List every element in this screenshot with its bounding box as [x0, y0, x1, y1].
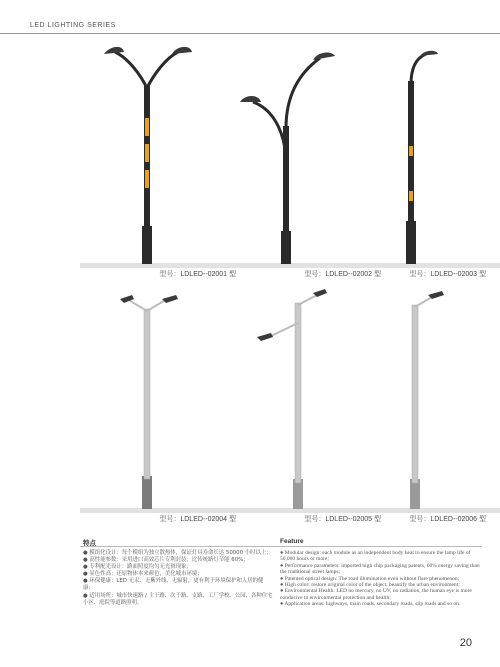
features-heading-cn: 特点 — [83, 539, 96, 547]
product-caption: 型号：LDLED--02003 型 — [409, 271, 486, 278]
features-list-en — [280, 550, 482, 608]
lamp-pole-02006-illustration — [330, 281, 500, 526]
product-caption: 型号：LDLED--02005 型 — [304, 516, 381, 523]
product-caption: 型号：LDLED--02004 型 — [159, 516, 236, 523]
feature-item-cn: ● 适用场所：城市快速路 / 主干路、次干路、支路、工厂学校、公园、各种住宅小区、庭院等道路照明。 — [83, 592, 273, 606]
feature-item-en: ● Performance parameters: imported high chip packaging patents, 60% energy saving than the traditional street lamps; — [280, 562, 480, 576]
feature-item-en: ● Modular design: each module as an independent body heat to ensure the lamp life of 50,000 hours or more; — [280, 550, 471, 563]
series-title: LED LIGHTING SERIES — [30, 22, 116, 29]
header-divider — [0, 33, 500, 34]
features-heading-en: Feature — [280, 538, 304, 545]
feature-item-cn: ● 专利配光设计：路面照度均匀无光斑现象； — [83, 564, 192, 571]
product-card-02006[interactable] — [330, 281, 500, 526]
features-section — [80, 536, 482, 626]
product-caption: 型号：LDLED--02001 型 — [159, 271, 236, 278]
lamp-pole-02003-illustration — [330, 36, 500, 281]
feature-item-cn: ● 环保健康：LED 无汞、无紫外线、无辐射，更有利于环境保护和人居的健康； — [83, 578, 264, 592]
product-grid — [0, 36, 500, 526]
features-list-cn — [83, 550, 273, 607]
product-card-02003[interactable] — [330, 36, 500, 281]
feature-item-en: ● High color: restore original color of the object, beautify the urban environment; — [280, 582, 460, 589]
feature-item-en: ● Environmental Health: LED no mercury, no UV, no radiation, the human eye is more conducive to environmental protection and health; — [280, 588, 472, 601]
feature-item-en: ● Patented optical design: The road illumination even without flare phenomenon; — [280, 575, 460, 582]
page-number: 20 — [459, 637, 472, 649]
feature-item-cn: ● 高性能参数：采用进口高效芯片专利封装，比传统路灯节能 60%； — [83, 557, 249, 564]
feature-item-en: ● Application areas: highways, main roads, secondary roads, slip roads and so on. — [280, 601, 461, 608]
features-header-row — [80, 536, 482, 547]
feature-item-cn: ● 模组化设计：每个模组为独立散热体，保证灯具寿命长达 50000 小时以上； — [83, 550, 272, 556]
product-caption: 型号：LDLED--02006 型 — [409, 516, 486, 523]
product-caption: 型号：LDLED--02002 型 — [304, 271, 381, 278]
feature-item-cn: ● 显色性高：还原物体本来颜色，美化城市环境； — [83, 571, 203, 578]
